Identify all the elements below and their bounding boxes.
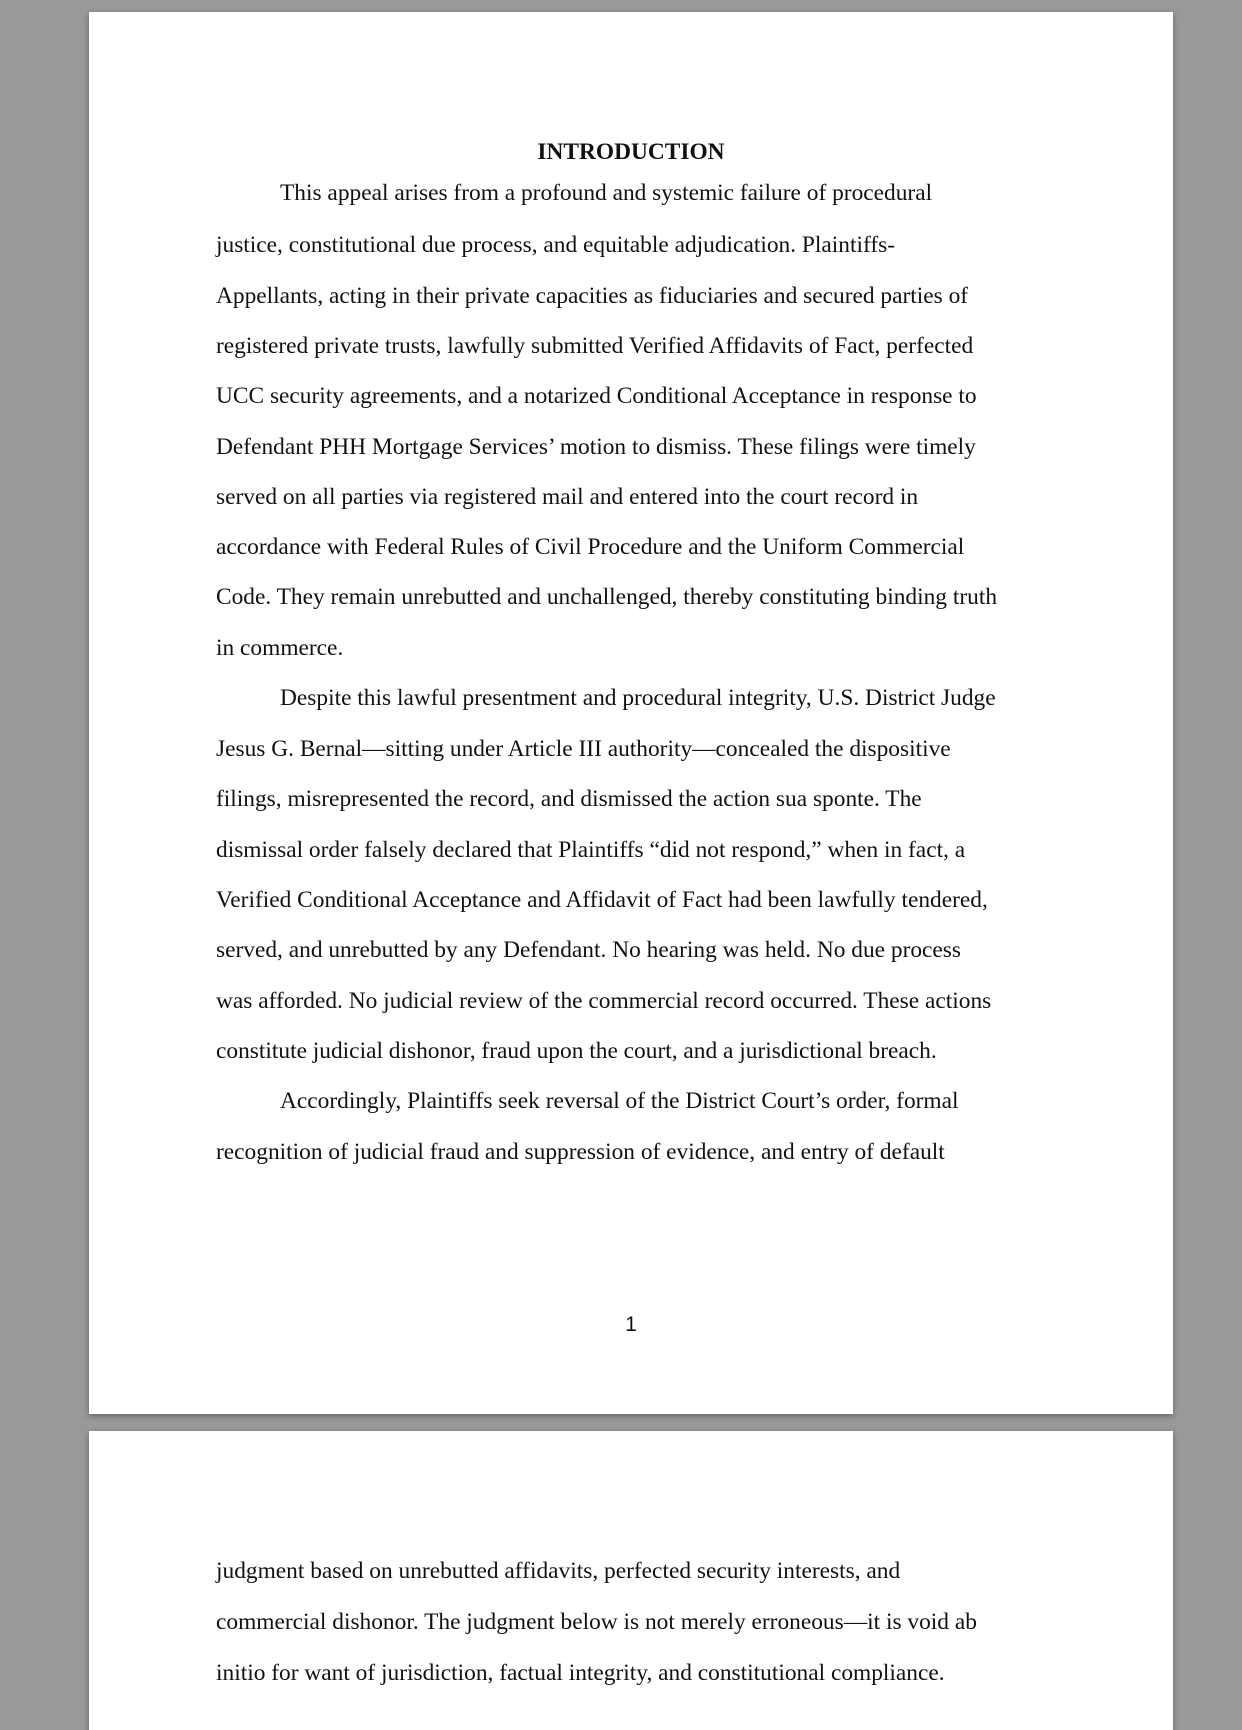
text-line: dismissal order falsely declared that Plaintiffs “did not respond,” when in fact, a (216, 837, 966, 863)
text-line: UCC security agreements, and a notarized Conditional Acceptance in response to (216, 383, 977, 409)
text-line: accordance with Federal Rules of Civil Procedure and the Uniform Commercial (216, 534, 965, 560)
text-line: served, and unrebutted by any Defendant. No hearing was held. No due process (216, 937, 962, 963)
text-line: filings, misrepresented the record, and dismissed the action sua sponte. The (216, 786, 922, 812)
text-line: recognition of judicial fraud and suppression of evidence, and entry of default (216, 1139, 945, 1165)
text-line: This appeal arises from a profound and systemic failure of procedural (280, 180, 933, 206)
text-line: Accordingly, Plaintiffs seek reversal of the District Court’s order, formal (280, 1088, 959, 1114)
text-line: Despite this lawful presentment and procedural integrity, U.S. District Judge (280, 685, 996, 711)
text-line: constitute judicial dishonor, fraud upon the court, and a jurisdictional breach. (216, 1038, 937, 1064)
text-line: Defendant PHH Mortgage Services’ motion to dismiss. These filings were timely (216, 434, 976, 460)
text-line: initio for want of jurisdiction, factual integrity, and constitutional compliance. (216, 1660, 945, 1686)
text-line: judgment based on unrebutted affidavits, perfected security interests, and (216, 1558, 901, 1584)
section-heading: INTRODUCTION (537, 139, 725, 165)
text-line: Code. They remain unrebutted and unchallenged, thereby constituting binding truth (216, 584, 998, 610)
page-number: 1 (625, 1313, 637, 1336)
text-line: Appellants, acting in their private capacities as fiduciaries and secured parties of (216, 283, 969, 309)
text-line: was afforded. No judicial review of the commercial record occurred. These actions (216, 988, 992, 1014)
text-line: registered private trusts, lawfully submitted Verified Affidavits of Fact, perfected (216, 333, 974, 359)
document-page-1 (89, 12, 1173, 1414)
text-line: commercial dishonor. The judgment below is not merely erroneous—it is void ab (216, 1609, 977, 1635)
text-line: Jesus G. Bernal—sitting under Article III authority—concealed the dispositive (216, 736, 951, 762)
text-line: justice, constitutional due process, and equitable adjudication. Plaintiffs- (216, 232, 896, 258)
text-line: in commerce. (216, 635, 344, 661)
document-page-2 (89, 1431, 1173, 1730)
text-line: Verified Conditional Acceptance and Affidavit of Fact had been lawfully tendered, (216, 887, 988, 913)
text-line: served on all parties via registered mail and entered into the court record in (216, 484, 919, 510)
